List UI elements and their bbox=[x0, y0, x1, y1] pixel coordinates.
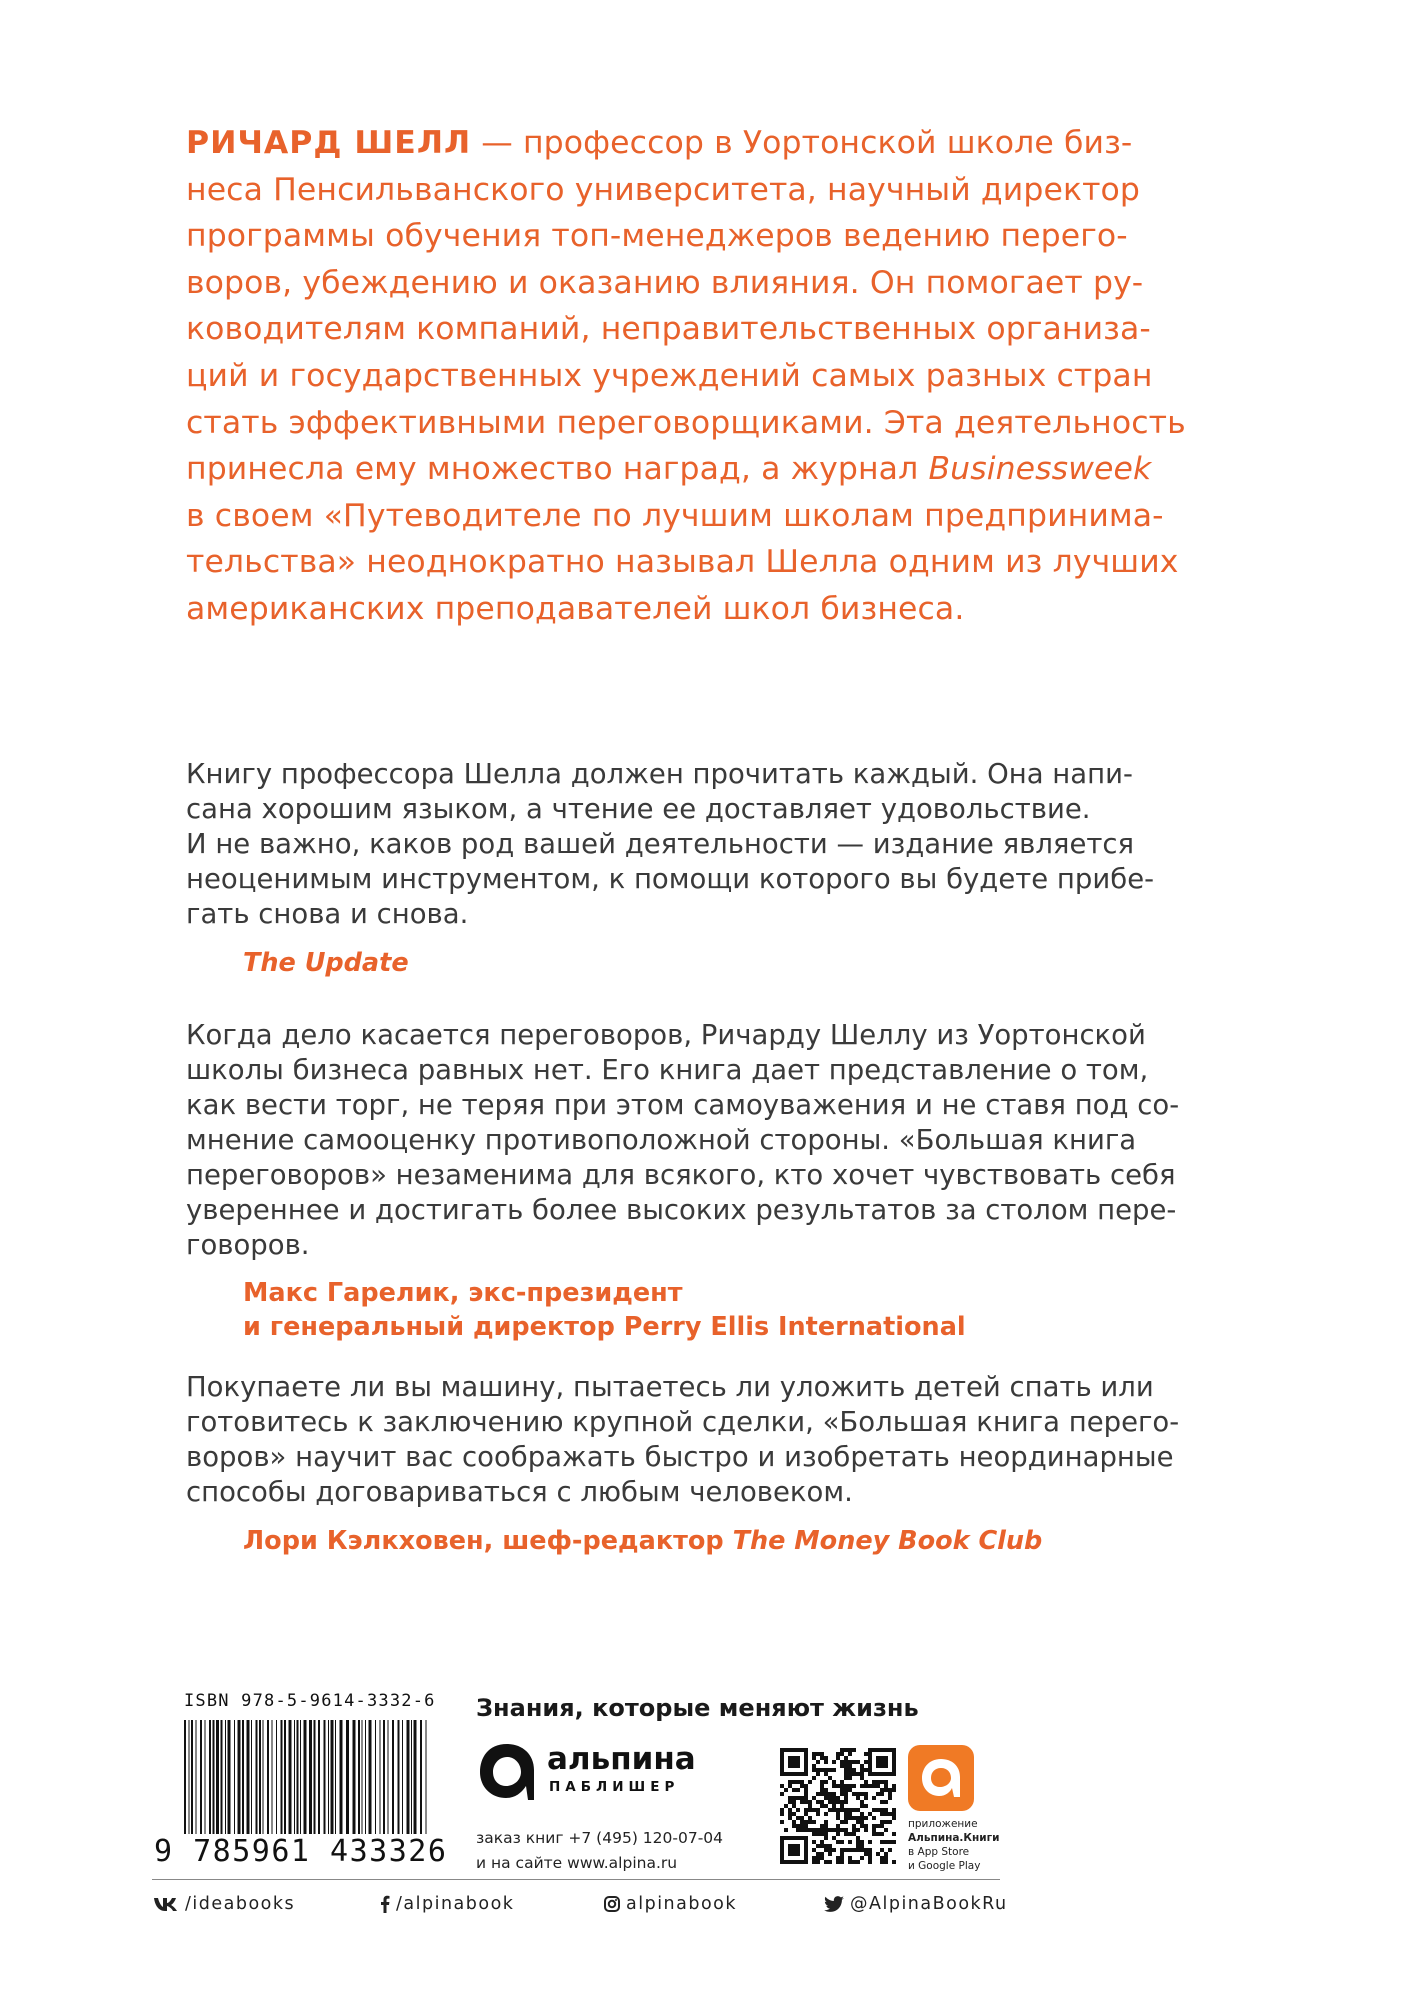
app-info: приложение Альпина.Книги в App Store и Google Play bbox=[908, 1818, 1000, 1872]
quote-line: И не важно, каков род вашей деятельности — издание является bbox=[186, 828, 1135, 860]
twitter-icon bbox=[824, 1896, 844, 1912]
review-quote-2 bbox=[186, 1018, 1246, 1263]
barcode-digits: 9 785961 433326 bbox=[154, 1834, 448, 1869]
publisher-name: альпина bbox=[547, 1741, 696, 1777]
isbn-label: ISBN 978-5-9614-3332-6 bbox=[184, 1691, 436, 1711]
quote-line: мнение самооценку противоположной стороны. «Большая книга bbox=[186, 1124, 1137, 1156]
review-attribution-2: Макс Гарелик, экс-президент и генеральный директор Perry Ellis International bbox=[243, 1278, 966, 1342]
bio-line-9: в своем «Путеводителе по лучшим школам предпринима- bbox=[186, 497, 1164, 534]
quote-line: Когда дело касается переговоров, Ричарду Шеллу из Уортонской bbox=[186, 1019, 1146, 1051]
instagram-icon bbox=[604, 1896, 620, 1912]
publisher-subtitle: ПАБЛИШЕР bbox=[549, 1779, 680, 1795]
isbn-barcode bbox=[180, 1720, 436, 1850]
app-logo-icon bbox=[908, 1745, 974, 1811]
bio-line-1: РИЧАРД ШЕЛЛ — профессор в Уортонской школе биз- bbox=[186, 125, 1133, 161]
order-info bbox=[476, 1826, 723, 1876]
quote-line: гать снова и снова. bbox=[186, 898, 469, 930]
quote-line: готовитесь к заключению крупной сделки, «Большая книга перего- bbox=[186, 1406, 1180, 1438]
quote-line: Покупаете ли вы машину, пытаетесь ли уложить детей спать или bbox=[186, 1371, 1154, 1403]
quote-line: Книгу профессора Шелла должен прочитать каждый. Она напи- bbox=[186, 758, 1133, 790]
social-twitter[interactable]: @AlpinaBookRu bbox=[824, 1894, 1008, 1914]
social-vk[interactable]: /ideabooks bbox=[153, 1894, 295, 1914]
magazine-title: Businessweek bbox=[928, 451, 1152, 488]
alpina-logo-icon bbox=[476, 1740, 538, 1804]
author-bio bbox=[186, 120, 1246, 633]
social-instagram[interactable]: alpinabook bbox=[604, 1894, 737, 1914]
vk-icon bbox=[153, 1896, 179, 1912]
bio-line-11: американских преподавателей школ бизнеса. bbox=[186, 590, 965, 627]
social-facebook[interactable]: /alpinabook bbox=[380, 1894, 514, 1914]
bio-line-8: принесла ему множество наград, а журнал Businessweek bbox=[186, 451, 1152, 488]
footer-divider bbox=[152, 1879, 1000, 1880]
review-attribution-1: The Update bbox=[243, 948, 409, 978]
review-quote-3 bbox=[186, 1370, 1246, 1510]
quote-line: говоров. bbox=[186, 1229, 310, 1261]
quote-line: переговоров» незаменима для всякого, кто хочет чувствовать себя bbox=[186, 1159, 1176, 1191]
quote-line: сана хорошим языком, а чтение ее доставляет удовольствие. bbox=[186, 793, 1091, 825]
quote-line: как вести торг, не теряя при этом самоуважения и не ставя под со- bbox=[186, 1089, 1180, 1121]
bio-line-7: стать эффективными переговорщиками. Эта деятельность bbox=[186, 404, 1186, 441]
qr-code bbox=[780, 1748, 896, 1864]
order-phone: заказ книг +7 (495) 120-07-04 bbox=[476, 1829, 724, 1847]
quote-line: увереннее и достигать более высоких результатов за столом пере- bbox=[186, 1194, 1177, 1226]
publisher-tagline: Знания, которые меняют жизнь bbox=[476, 1694, 919, 1722]
bio-line-10: тельства» неоднократно называл Шелла одним из лучших bbox=[186, 544, 1179, 581]
order-website: и на сайте www.alpina.ru bbox=[476, 1854, 678, 1872]
bio-line-6: ций и государственных учреждений самых разных стран bbox=[186, 357, 1153, 394]
review-attribution-3: Лори Кэлкховен, шеф-редактор The Money Book Club bbox=[243, 1526, 1043, 1556]
bio-line-3: программы обучения топ-менеджеров ведению перего- bbox=[186, 218, 1128, 255]
quote-line: школы бизнеса равных нет. Его книга дает представление о том, bbox=[186, 1054, 1149, 1086]
author-name: РИЧАРД ШЕЛЛ bbox=[186, 125, 472, 161]
bio-line-5: ководителям компаний, неправительственных организа- bbox=[186, 311, 1151, 348]
quote-line: способы договариваться с любым человеком. bbox=[186, 1476, 853, 1508]
bio-line-4: воров, убеждению и оказанию влияния. Он помогает ру- bbox=[186, 264, 1144, 301]
bio-line-2: неса Пенсильванского университета, научный директор bbox=[186, 171, 1140, 208]
facebook-icon bbox=[380, 1895, 390, 1913]
quote-line: воров» научит вас соображать быстро и изобретать неординарные bbox=[186, 1441, 1174, 1473]
quote-line: неоценимым инструментом, к помощи которого вы будете прибе- bbox=[186, 863, 1155, 895]
alpina-app-icon bbox=[908, 1745, 974, 1811]
review-quote-1 bbox=[186, 757, 1246, 932]
